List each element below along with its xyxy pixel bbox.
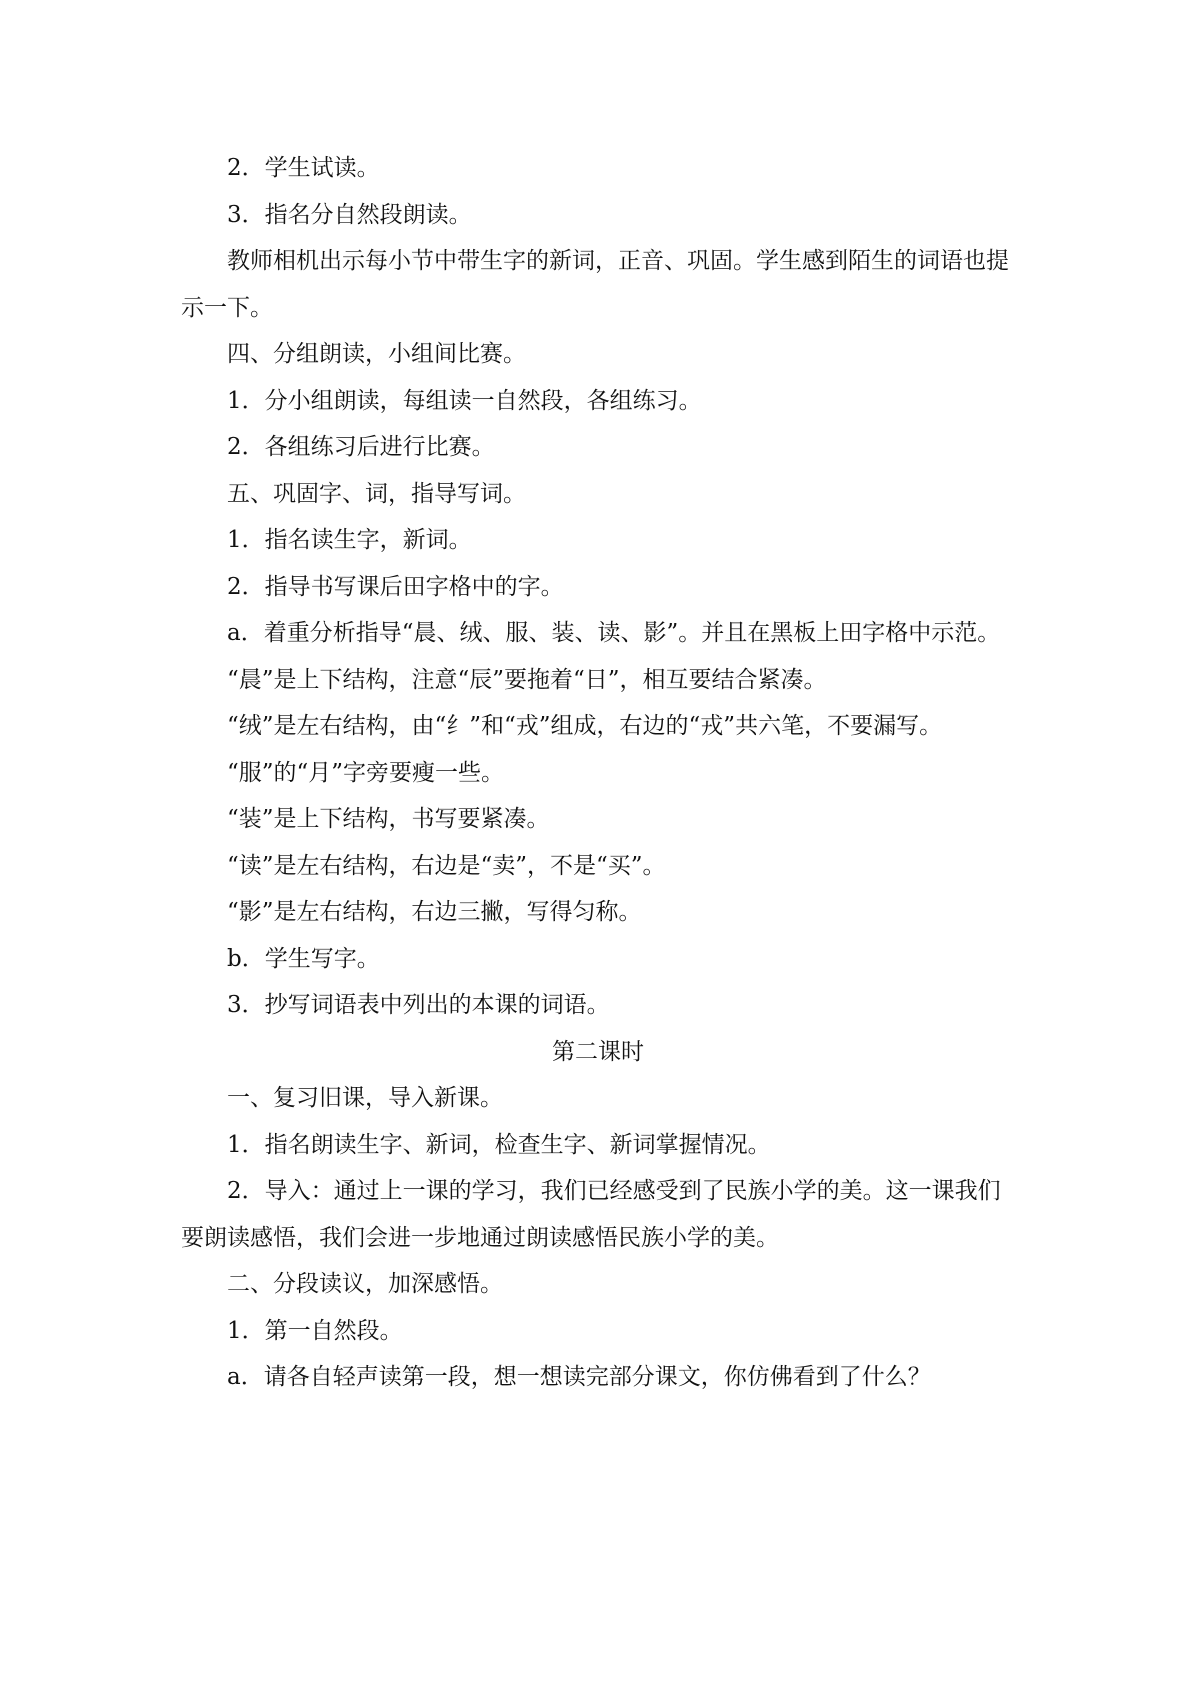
paragraph: 教师相机出示每小节中带生字的新词，正音、巩固。学生感到陌生的词语也提示一下。 <box>181 248 1009 321</box>
paragraph: 1．分小组朗读，每组读一自然段，各组练习。 <box>227 387 702 414</box>
section-heading: 四、分组朗读，小组间比赛。 <box>227 341 526 367</box>
paragraph: 1．指名读生字，新词。 <box>227 527 472 553</box>
paragraph: 1．第一自然段。 <box>227 1317 403 1344</box>
paragraph: a．着重分析指导“晨、绒、服、装、读、影”。并且在黑板上田字格中示范。 <box>227 620 1001 646</box>
paragraph: b．学生写字。 <box>227 945 380 972</box>
paragraph: “影”是左右结构，右边三撇，写得匀称。 <box>227 899 642 925</box>
paragraph: a．请各自轻声读第一段，想一想读完部分课文，你仿佛看到了什么？ <box>227 1364 931 1390</box>
paragraph: “服”的“月”字旁要瘦一些。 <box>227 759 505 786</box>
section-heading: 五、巩固字、词，指导写词。 <box>227 480 526 507</box>
paragraph: 3．抄写词语表中列出的本课的词语。 <box>227 992 610 1018</box>
paragraph: “装”是上下结构，书写要紧凑。 <box>227 806 550 832</box>
paragraph: “读”是左右结构，右边是“卖”，不是“买”。 <box>227 852 666 879</box>
paragraph: “晨”是上下结构，注意“辰”要拖着“日”，相互要结合紧凑。 <box>227 666 827 693</box>
paragraph: 2．各组练习后进行比赛。 <box>227 434 495 460</box>
lesson-title: 第二课时 <box>552 1038 644 1065</box>
paragraph: 2．学生试读。 <box>227 155 380 181</box>
section-heading: 二、分段读议，加深感悟。 <box>227 1271 503 1297</box>
paragraph: 3．指名分自然段朗读。 <box>227 201 472 228</box>
document-body <box>181 145 1015 1401</box>
paragraph: 1．指名朗读生字、新词，检查生字、新词掌握情况。 <box>227 1131 771 1158</box>
paragraph: “绒”是左右结构，由“纟”和“戎”组成，右边的“戎”共六笔，不要漏写。 <box>227 713 943 739</box>
paragraph: 2．导入：通过上一课的学习，我们已经感受到了民族小学的美。这一课我们要朗读感悟，我们会进一步地通过朗读感悟民族小学的美。 <box>181 1178 1001 1251</box>
section-heading: 一、复习旧课，导入新课。 <box>227 1085 503 1111</box>
paragraph: 2．指导书写课后田字格中的字。 <box>227 573 564 600</box>
